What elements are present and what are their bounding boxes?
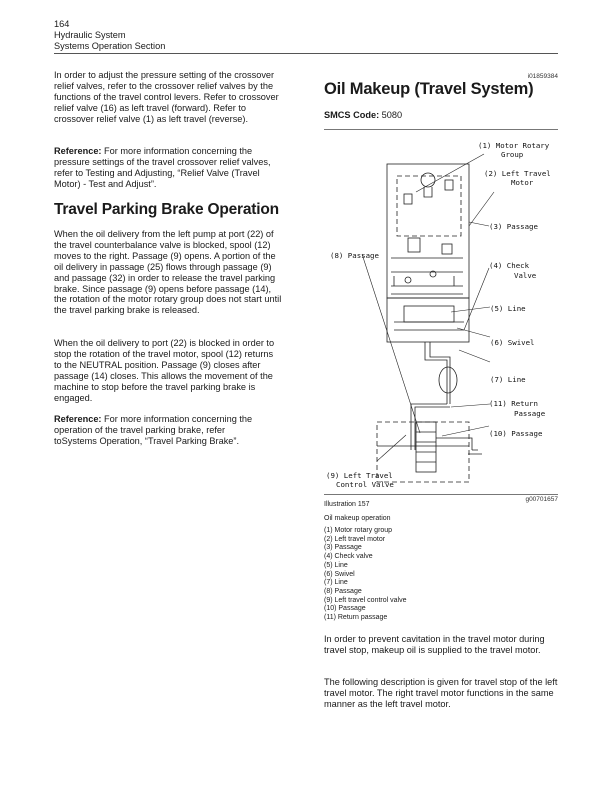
- section-heading-oil-makeup: Oil Makeup (Travel System): [324, 80, 534, 98]
- figure-legend: [324, 527, 406, 623]
- legend-item: (4) Check valve: [324, 553, 373, 561]
- reference-note-1: [54, 146, 279, 190]
- callout-10: (10) Passage: [489, 429, 543, 438]
- legend-item: (6) Swivel: [324, 570, 355, 578]
- legend-item: (8) Passage: [324, 587, 362, 595]
- section-title: Systems Operation Section: [54, 41, 166, 51]
- oil-makeup-paragraph-2: The following description is given for travel stop of the left travel motor. The right travel motor functions in the same manner as the left travel motor.: [324, 677, 558, 709]
- reference-note-2: [54, 414, 264, 447]
- hydraulic-diagram: [324, 134, 558, 490]
- parking-brake-paragraph-1: When the oil delivery from the left pump at port (22) of the travel counterbalance valve is blocked, spool (12) moves to the right. Passage (9) opens. A portion of the oil delivery in passage (25) flows through passage (9) and passage (32) in order to release the travel parking brake. Since passage (9) opens before passage (14), the rotation of the motor rotary group does not start until the travel parking brake is released.: [54, 229, 282, 316]
- section-heading-parking-brake: Travel Parking Brake Operation: [54, 201, 279, 218]
- page-number: 164: [54, 19, 70, 29]
- legend-item: (7) Line: [324, 579, 348, 587]
- chapter-title: Hydraulic System: [54, 30, 126, 40]
- callout-3: (3) Passage: [489, 222, 538, 231]
- callout-4-line2: Valve: [514, 271, 537, 280]
- legend-item: (9) Left travel control valve: [324, 596, 407, 604]
- figure-top-divider: [324, 129, 558, 130]
- callout-8: (8) Passage: [330, 251, 379, 260]
- legend-item: (5) Line: [324, 561, 348, 569]
- smcs-value: 5080: [379, 110, 403, 120]
- smcs-label: SMCS Code:: [324, 110, 380, 120]
- legend-item: (10) Passage: [324, 605, 366, 613]
- illustration-title: Oil makeup operation: [324, 515, 391, 522]
- callout-11-line1: (11) Return: [489, 399, 538, 408]
- smcs-code: [324, 110, 402, 120]
- callout-1-line2: Group: [501, 150, 524, 159]
- callout-2-line2: Motor: [511, 178, 534, 187]
- oil-makeup-paragraph-1: In order to prevent cavitation in the travel motor during travel stop, makeup oil is supplied to the travel motor.: [324, 634, 545, 655]
- page-header: [54, 19, 558, 52]
- callout-4-line1: (4) Check: [489, 261, 530, 270]
- legend-item: (11) Return passage: [324, 614, 388, 622]
- parking-brake-paragraph-2: When the oil delivery to port (22) is blocked in order to stop the rotation of the travel motor, spool (12) returns to the NEUTRAL position. Passage (9) closes after passage (14) closes. This allows the movement of the machine to stop before the travel parking brake is engaged.: [54, 338, 275, 403]
- legend-item: (1) Motor rotary group: [324, 527, 393, 534]
- reference-text: For more information concerning the pressure settings of the travel crossover relief valves, refer to Testing and Adjusting, “Relief Valve (Travel Motor) - Test and Adjust”.: [54, 146, 271, 189]
- legend-item: (3) Passage: [324, 544, 362, 552]
- header-divider: [54, 53, 558, 54]
- intro-paragraph: In order to adjust the pressure setting of the crossover relief valves, refer to the crossover relief valves by the functions of the travel control levers. Refer to crossover relief valve (16) as left travel (forward). Refer to crossover relief valve (1) as left travel (reverse).: [54, 70, 279, 124]
- callout-1-line1: (1) Motor Rotary: [478, 141, 550, 150]
- callout-9-line1: (9) Left Travel: [326, 471, 393, 480]
- figure-bottom-divider: [324, 494, 558, 495]
- callout-6: (6) Swivel: [490, 338, 535, 347]
- reference-text: For more information concerning the operation of the travel parking brake, refer toSystems Operation, “Travel Parking Brake”.: [54, 414, 253, 446]
- callout-2-line1: (2) Left Travel: [484, 169, 551, 178]
- reference-label: Reference:: [54, 414, 102, 424]
- document-id: i01859384: [527, 73, 558, 80]
- callout-7: (7) Line: [490, 375, 526, 384]
- graphic-id: g00701657: [525, 496, 558, 503]
- callout-11-line2: Passage: [514, 409, 546, 418]
- callout-9-line2: Control Valve: [336, 480, 394, 489]
- oil-makeup-schematic: [324, 134, 558, 490]
- legend-item: (2) Left travel motor: [324, 535, 386, 543]
- reference-label: Reference:: [54, 146, 102, 156]
- illustration-number: Illustration 157: [324, 501, 370, 508]
- callout-5: (5) Line: [490, 304, 526, 313]
